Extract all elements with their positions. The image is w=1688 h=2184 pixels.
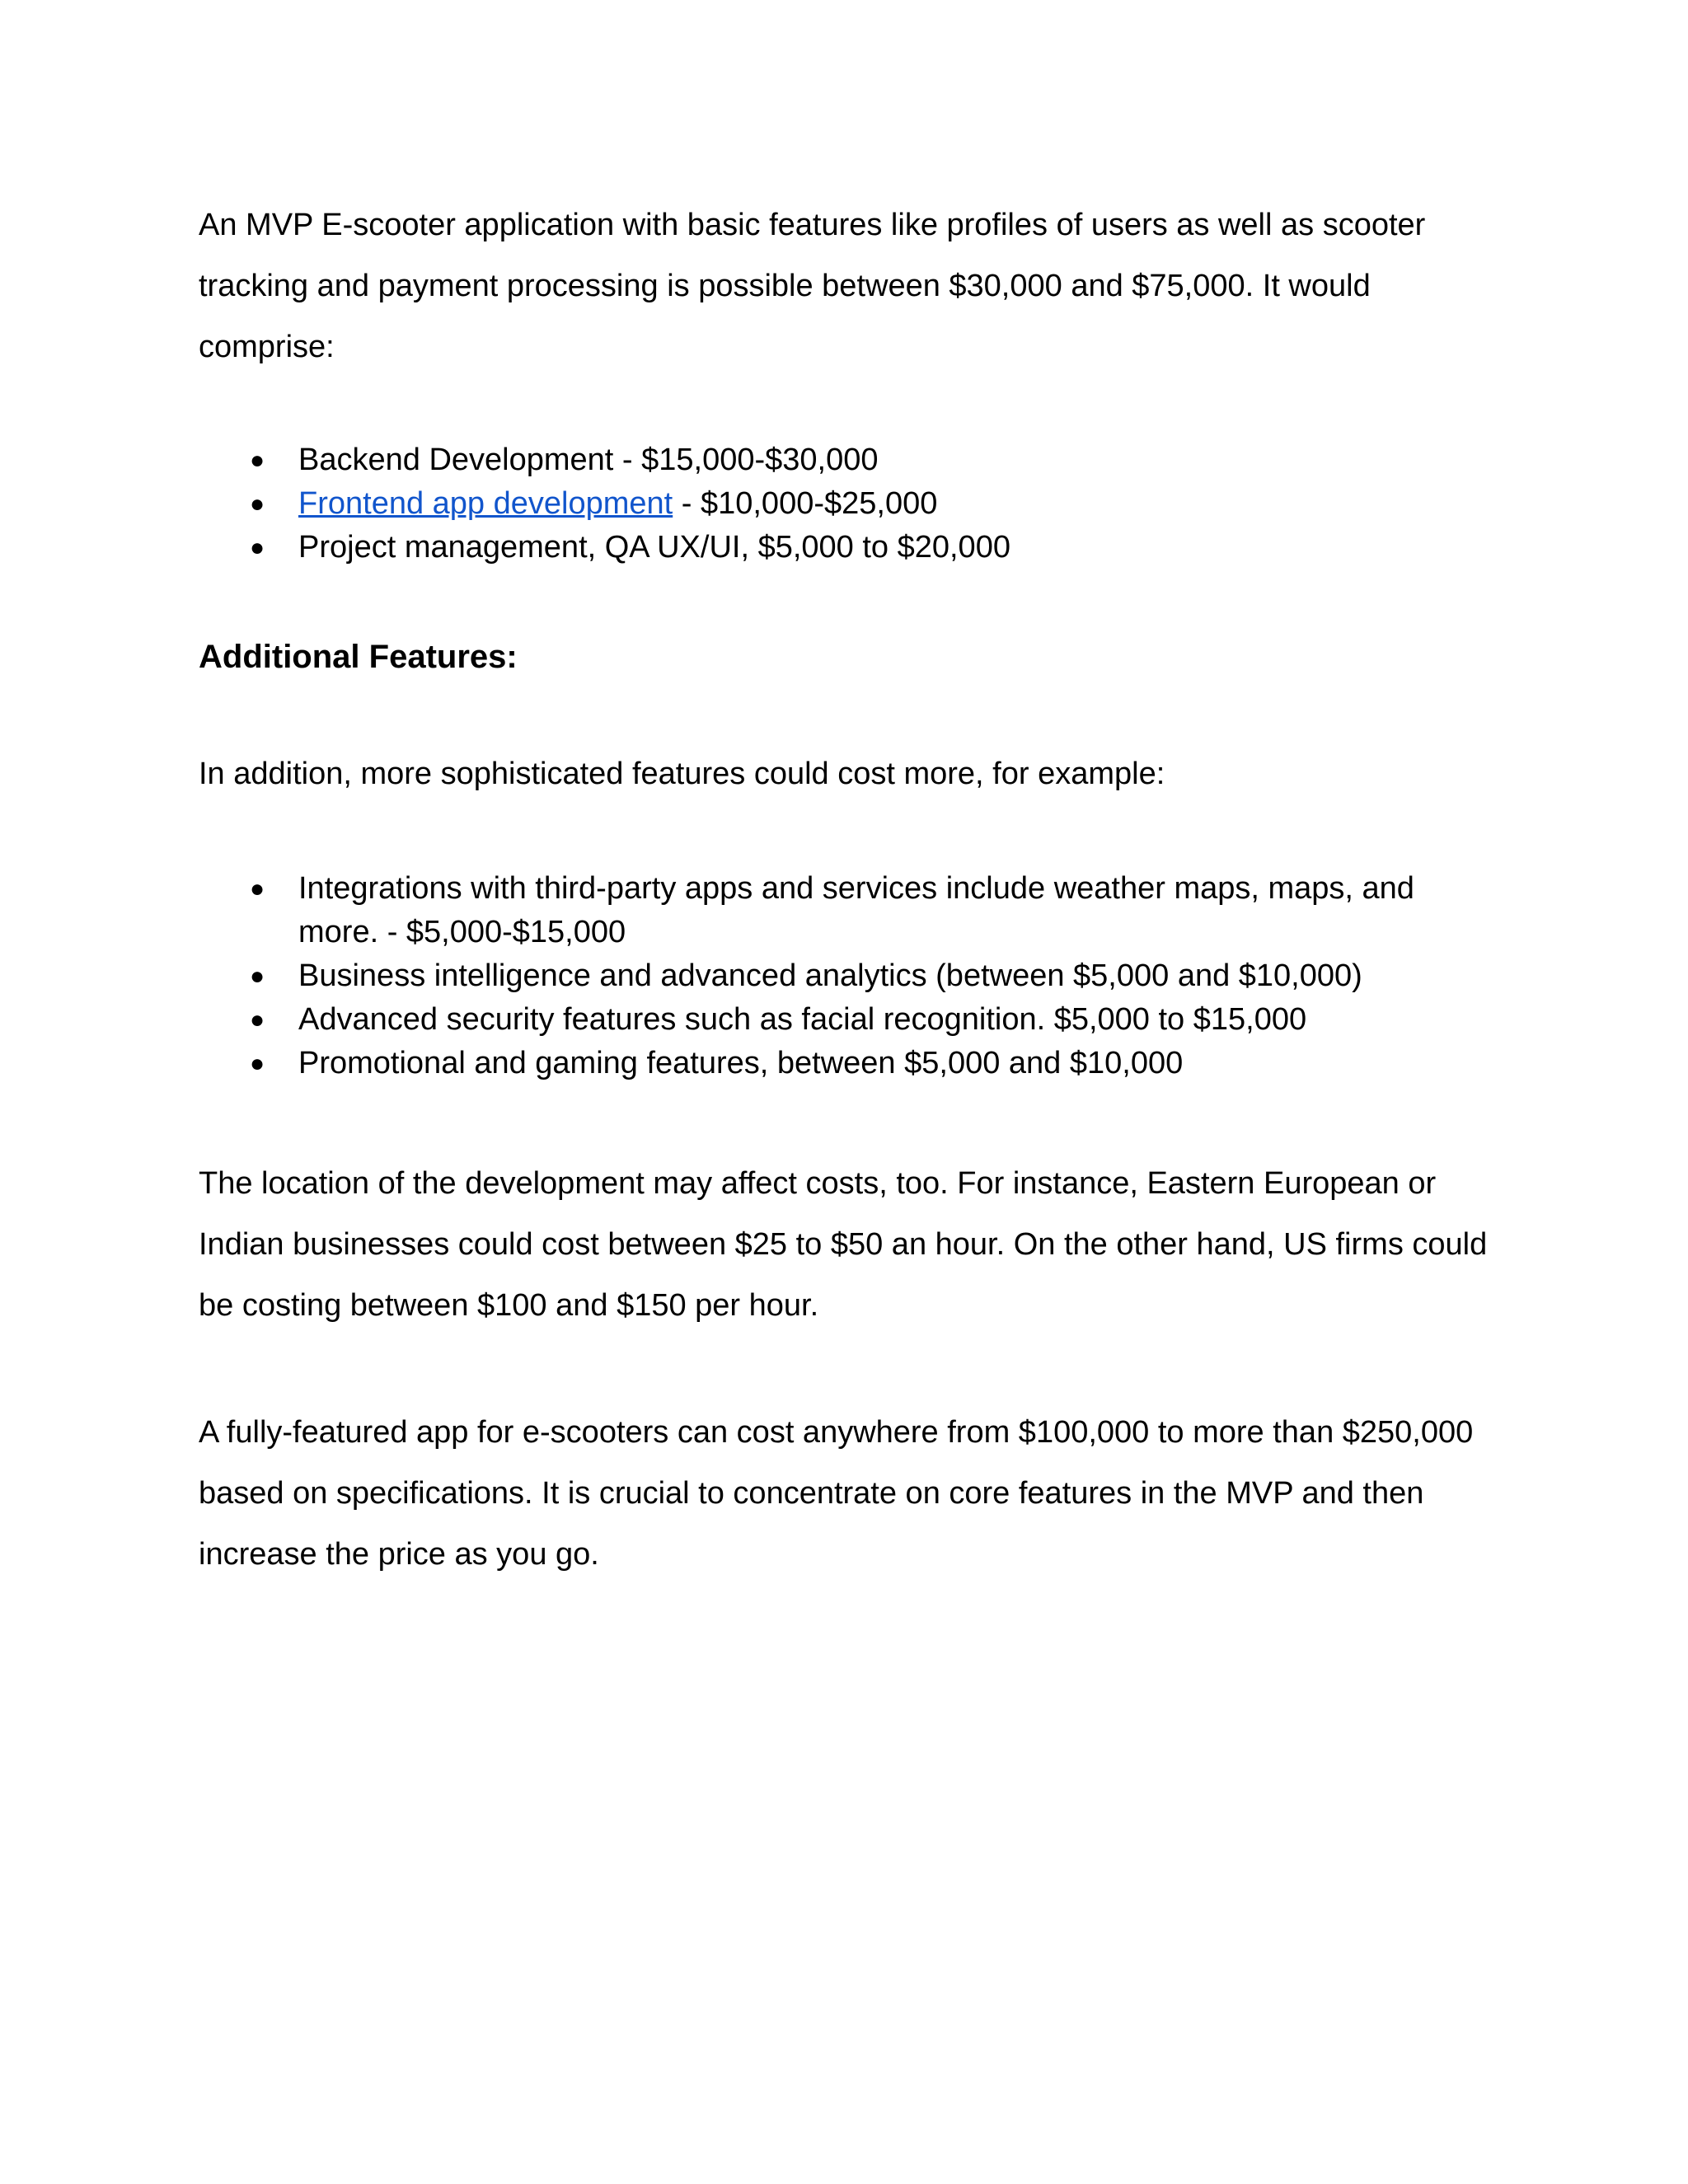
list-item xyxy=(199,954,1493,998)
list-item xyxy=(199,867,1493,954)
list-item-text: Backend Development - $15,000-$30,000 xyxy=(298,443,879,477)
list-item-text: Promotional and gaming features, between $5,000 and $10,000 xyxy=(298,1046,1184,1080)
document-body xyxy=(199,194,1493,1585)
bullet-icon: ● xyxy=(250,875,265,902)
additional-features-list xyxy=(199,867,1493,1085)
list-item-text: Advanced security features such as facial recognition. $5,000 to $15,000 xyxy=(298,1002,1307,1037)
additional-features-paragraph: In addition, more sophisticated features could cost more, for example: xyxy=(199,757,1165,791)
bullet-icon: ● xyxy=(250,963,265,990)
list-item xyxy=(199,1042,1493,1085)
cost-breakdown-list xyxy=(199,438,1493,569)
bullet-icon: ● xyxy=(250,1050,265,1077)
location-cost-paragraph: The location of the development may affect costs, too. For instance, Eastern European or Indian businesses could cost between $25 to $50 an hour. On the other hand, US firms could be costing between $100 and $150 per hour. xyxy=(199,1166,1488,1323)
list-item-text: Business intelligence and advanced analytics (between $5,000 and $10,000) xyxy=(298,958,1362,993)
bullet-icon: ● xyxy=(250,1006,265,1033)
full-featured-cost-paragraph: A fully-featured app for e-scooters can cost anywhere from $100,000 to more than $250,000 based on specifications. It is crucial to concentrate on core features in the MVP and then increase the price as you go. xyxy=(199,1415,1474,1572)
intro-paragraph: An MVP E-scooter application with basic features like profiles of users as well as scooter tracking and payment processing is possible between $30,000 and $75,000. It would comprise: xyxy=(199,208,1426,364)
bullet-icon: ● xyxy=(250,447,265,474)
list-item xyxy=(199,526,1493,569)
bullet-icon: ● xyxy=(250,490,265,518)
list-item-text: - $10,000-$25,000 xyxy=(673,486,938,521)
list-item xyxy=(199,482,1493,526)
list-item xyxy=(199,998,1493,1042)
list-item-text: Integrations with third-party apps and services include weather maps, maps, and more. - $5,000-$15,000 xyxy=(298,871,1414,949)
list-item-text: Project management, QA UX/UI, $5,000 to $20,000 xyxy=(298,530,1010,565)
list-item xyxy=(199,438,1493,482)
bullet-icon: ● xyxy=(250,534,265,561)
additional-features-heading: Additional Features: xyxy=(199,639,518,675)
frontend-app-development-link[interactable]: Frontend app development xyxy=(298,486,673,521)
